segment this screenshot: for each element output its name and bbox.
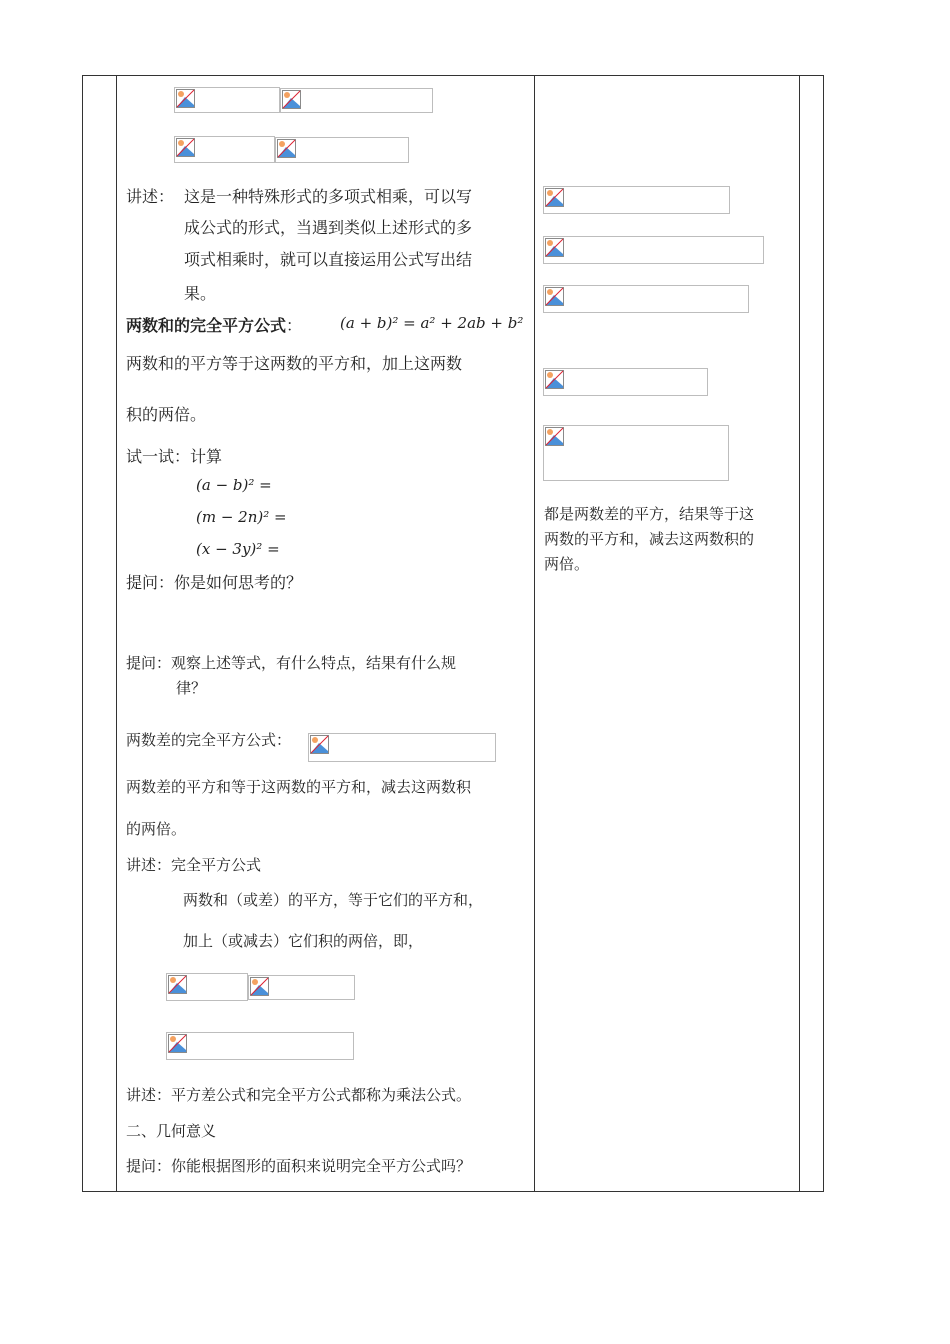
section-heading: 二、几何意义 xyxy=(126,1122,217,1140)
sum-formula-title: 两数和的完全平方公式 xyxy=(126,316,287,335)
broken-image-icon xyxy=(277,139,296,158)
table-border-right xyxy=(823,75,824,1192)
broken-image-icon xyxy=(545,238,564,257)
broken-image-icon xyxy=(310,735,329,754)
sum-formula-colon: ： xyxy=(286,316,303,335)
broken-image-icon xyxy=(545,188,564,207)
right-note-line: 两数的平方和，减去这两数积的 xyxy=(544,530,755,548)
narration-text: 讲述：完全平方公式 xyxy=(126,856,262,874)
broken-image-icon xyxy=(545,427,564,446)
narration-line: 项式相乘时，就可以直接运用公式写出结 xyxy=(184,250,473,269)
broken-image-icon xyxy=(282,90,301,109)
sum-formula-math: (a + b)² = a² + 2ab + b² xyxy=(340,314,524,332)
table-divider-1 xyxy=(116,75,117,1192)
diff-formula-description: 的两倍。 xyxy=(126,820,187,838)
summary-text: 两数和（或差）的平方，等于它们的平方和， xyxy=(183,891,484,909)
formula-image xyxy=(543,368,708,396)
table-divider-2 xyxy=(534,75,535,1192)
formula-image xyxy=(308,733,496,762)
narration-line: 这是一种特殊形式的多项式相乘，可以写 xyxy=(184,187,473,206)
question-text: 律？ xyxy=(176,679,207,697)
formula-image xyxy=(248,975,355,1000)
question-text: 提问：你能根据图形的面积来说明完全平方公式吗？ xyxy=(126,1157,472,1175)
diff-formula-description: 两数差的平方和等于这两数的平方和，减去这两数积 xyxy=(126,778,472,796)
exercise-item: (a − b)² = xyxy=(196,476,272,494)
narration-label: 讲述： xyxy=(126,187,175,206)
table-border-bottom xyxy=(82,1191,824,1192)
broken-image-icon xyxy=(250,977,269,996)
sum-formula-description: 两数和的平方等于这两数的平方和，加上这两数 xyxy=(126,354,463,373)
sum-formula-description: 积的两倍。 xyxy=(126,405,207,424)
question-text: 提问：观察上述等式，有什么特点，结果有什么规 xyxy=(126,654,457,672)
broken-image-icon xyxy=(168,975,187,994)
try-title: 试一试：计算 xyxy=(126,447,223,466)
table-border-left xyxy=(82,75,83,1192)
right-note-line: 都是两数差的平方，结果等于这 xyxy=(544,505,755,523)
right-note-line: 两倍。 xyxy=(544,555,590,573)
formula-image xyxy=(543,236,764,264)
narration-line: 成公式的形式，当遇到类似上述形式的多 xyxy=(184,218,473,237)
diff-formula-label: 两数差的完全平方公式： xyxy=(126,731,292,749)
formula-image xyxy=(174,136,275,163)
broken-image-icon xyxy=(176,89,195,108)
question-text: 提问：你是如何思考的？ xyxy=(126,573,303,592)
table-divider-3 xyxy=(799,75,800,1192)
formula-image xyxy=(543,425,729,481)
formula-image xyxy=(166,973,248,1001)
broken-image-icon xyxy=(545,370,564,389)
table-border-top xyxy=(82,75,824,76)
formula-image xyxy=(275,137,409,163)
summary-text: 加上（或减去）它们积的两倍，即， xyxy=(183,932,424,950)
broken-image-icon xyxy=(545,287,564,306)
formula-image xyxy=(166,1032,354,1060)
formula-image xyxy=(543,186,730,214)
broken-image-icon xyxy=(168,1034,187,1053)
narration-line: 果。 xyxy=(184,284,217,303)
formula-image xyxy=(280,88,433,113)
exercise-item: (x − 3y)² = xyxy=(196,540,280,558)
broken-image-icon xyxy=(176,138,195,157)
exercise-item: (m − 2n)² = xyxy=(196,508,287,526)
formula-image xyxy=(174,87,280,113)
narration-text: 讲述：平方差公式和完全平方公式都称为乘法公式。 xyxy=(126,1086,472,1104)
formula-image xyxy=(543,285,749,313)
sum-formula-heading xyxy=(126,313,302,336)
